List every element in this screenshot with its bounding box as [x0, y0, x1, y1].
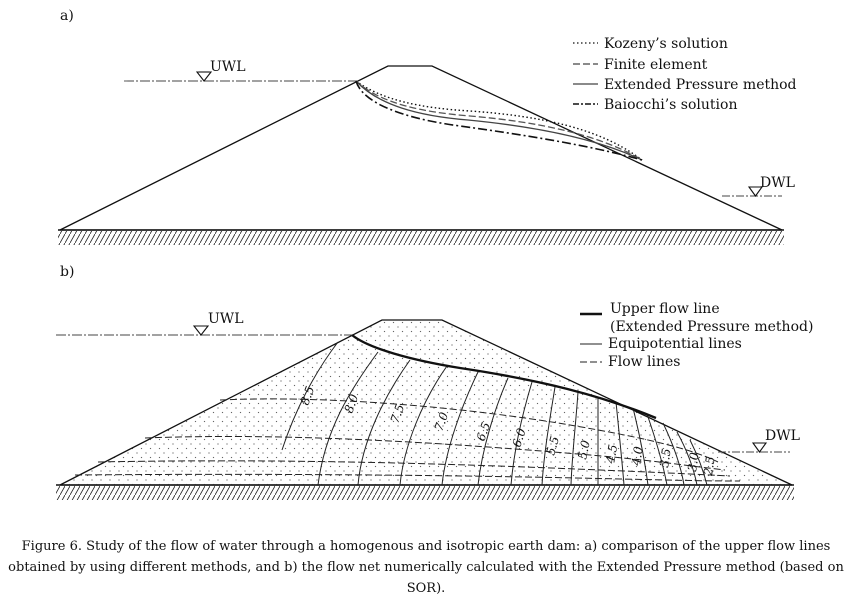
legend-b-equipotential-label: Equipotential lines	[608, 336, 742, 352]
panel-b-uwl-label: UWL	[208, 311, 244, 327]
panel-a-uwl-label: UWL	[210, 59, 246, 75]
panel-b-ground-hatch	[56, 486, 794, 500]
legend-a-baiocchi-label: Baiocchi’s solution	[604, 97, 738, 113]
legend-a-extended-pressure-label: Extended Pressure method	[604, 77, 797, 93]
equipotential-label: 4.0	[629, 445, 646, 467]
equipotential-label: 7.0	[431, 410, 452, 434]
panel-b-label: b)	[60, 264, 75, 280]
equipotential-label: 4.5	[603, 443, 621, 465]
panel-b-dwl-symbol	[753, 443, 766, 452]
panel-b-legend	[580, 301, 813, 370]
equipotential-label: 5.0	[575, 439, 593, 461]
panel-a-label: a)	[60, 8, 74, 24]
equipotential-label: 7.5	[387, 402, 408, 426]
equipotential-label: 5.5	[543, 434, 563, 457]
equipotential-label: 6.0	[509, 426, 529, 449]
panel-b	[56, 264, 813, 500]
panel-a-uwl-symbol	[197, 72, 211, 81]
legend-b-upper-flow-label: Upper flow line	[610, 301, 720, 317]
panel-a-extended-pressure-line	[356, 81, 642, 160]
equipotential-label: 2.5	[701, 455, 718, 477]
panel-a-ground-hatch	[58, 231, 784, 245]
equipotential-label: 3.0	[685, 451, 702, 473]
panel-a-legend	[573, 36, 797, 113]
panel-a-kozeny-line	[356, 81, 642, 160]
panel-a	[58, 8, 797, 245]
legend-a-kozeny-label: Kozeny’s solution	[604, 36, 728, 52]
equipotential-label: 6.5	[473, 420, 494, 444]
panel-a-baiocchi-line	[356, 81, 642, 160]
equipotential-label: 8.0	[341, 392, 362, 416]
legend-b-upper-flow-sublabel: (Extended Pressure method)	[610, 319, 814, 335]
legend-a-finite-element-label: Finite element	[604, 57, 708, 73]
equipotential-label: 8.5	[297, 384, 318, 408]
figure-caption: Figure 6. Study of the flow of water through a homogenous and isotropic earth dam: a) comparison of the upper flow lines obtained by using different methods, and b) the flow net numerically calculated with the Extended Pressure method (based on SOR).	[8, 539, 844, 596]
panel-a-finite-element-line	[356, 81, 642, 160]
panel-a-dwl-label: DWL	[760, 175, 795, 191]
legend-b-flow-lines-label: Flow lines	[608, 354, 681, 370]
panel-b-uwl-symbol	[194, 326, 208, 335]
panel-b-dwl-label: DWL	[765, 428, 800, 444]
equipotential-label: 3.5	[657, 447, 674, 469]
